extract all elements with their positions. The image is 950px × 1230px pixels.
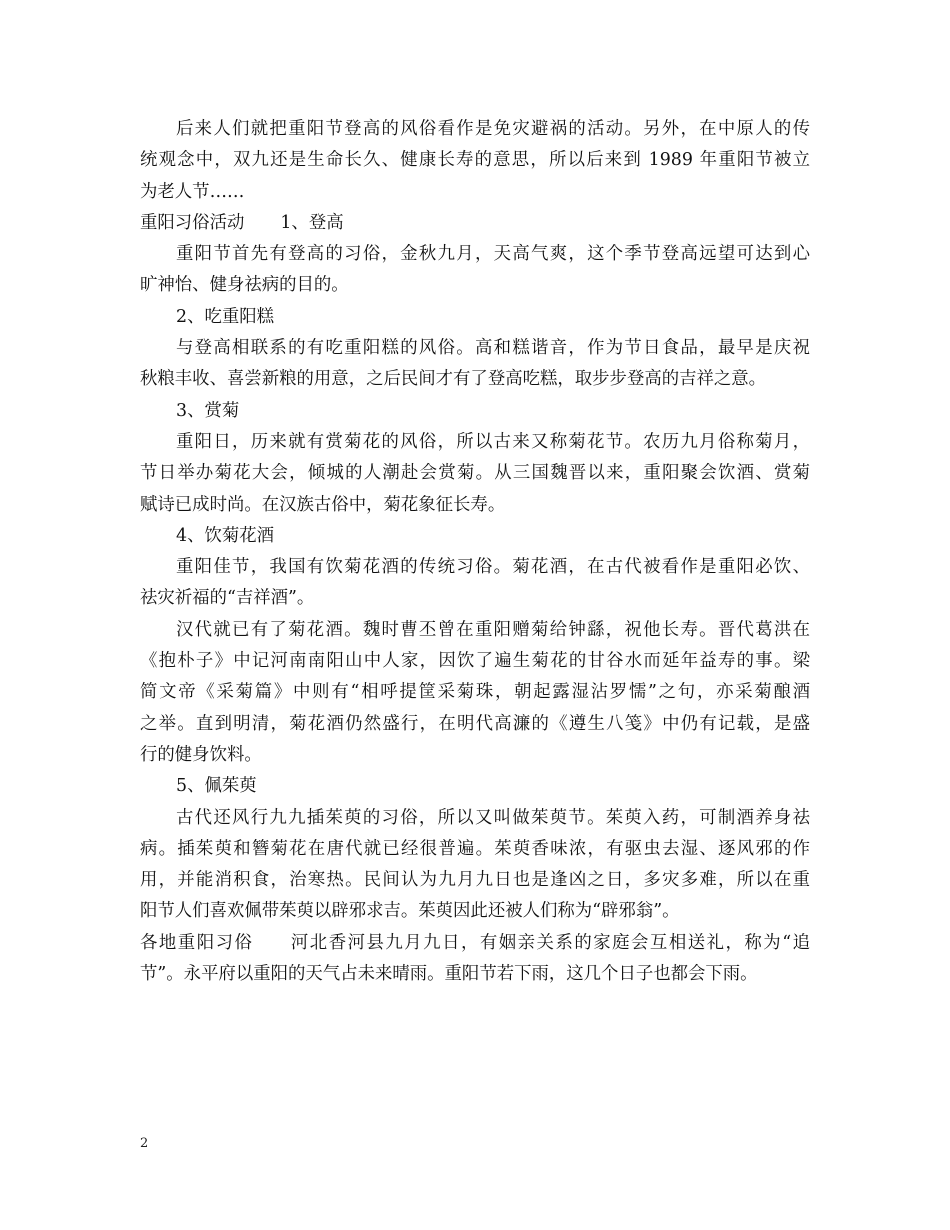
text-line-content: 2、吃重阳糕 (176, 306, 275, 327)
text-line-content: 之举。直到明清，菊花酒仍然盛行，在明代高濂的《遵生八笺》中仍有记载，是盛 (140, 713, 810, 734)
text-line (140, 396, 810, 427)
text-line (140, 177, 810, 208)
text-line (140, 364, 810, 395)
text-line (140, 239, 810, 270)
text-line-content: 行的健身饮料。 (140, 744, 262, 765)
text-line-content: 统观念中，双九还是生命长久、健康长寿的意思，所以后来到 1989 年重阳节被立 (140, 150, 810, 171)
text-line (140, 677, 810, 708)
text-line-content: 秋粮丰收、喜尝新粮的用意，之后民间才有了登高吃糕，取步步登高的吉祥之意。 (140, 369, 767, 390)
text-line-content: 用，并能消积食，治寒热。民间认为九月九日也是逢凶之日，多灾多难，所以在重 (140, 870, 810, 891)
text-line-content: 重阳日，历来就有赏菊花的风俗，所以古来又称菊花节。农历九月俗称菊月， (176, 431, 810, 452)
text-line-content: 阳节人们喜欢佩带茱萸以辟邪求吉。茱萸因此还被人们称为“辟邪翁”。 (140, 901, 680, 922)
text-line-content: 为老人节…… (140, 181, 245, 202)
text-line-content: 各地重阳习俗 (140, 932, 254, 953)
text-line-content: 5、佩茱萸 (176, 776, 257, 797)
text-line-content: 重阳佳节，我国有饮菊花酒的传统习俗。菊花酒，在古代被看作是重阳必饮、 (176, 557, 810, 578)
text-line (140, 333, 810, 364)
text-line-continuation: 1、登高 (280, 212, 344, 233)
text-line (140, 427, 810, 458)
text-line-content: 4、饮菊花酒 (176, 525, 275, 546)
text-line-content: 古代还风行九九插茱萸的习俗，所以又叫做茱萸节。茱萸入药，可制酒养身祛 (176, 807, 810, 828)
text-line-content: 旷神怡、健身祛病的目的。 (140, 275, 349, 296)
text-line (140, 458, 810, 489)
text-line (140, 521, 810, 552)
text-line (140, 803, 810, 834)
text-line (140, 865, 810, 896)
text-line (140, 740, 810, 771)
text-line (140, 270, 810, 301)
text-line-content: 病。插茱萸和簪菊花在唐代就已经很普遍。茱萸香味浓，有驱虫去湿、逐风邪的作 (140, 838, 810, 859)
text-line-content: 节日举办菊花大会，倾城的人潮赴会赏菊。从三国魏晋以来，重阳聚会饮酒、赏菊 (140, 463, 810, 484)
text-line (140, 959, 810, 990)
text-line (140, 552, 810, 583)
text-line-content: 祛灾祈福的“吉祥酒”。 (140, 588, 315, 609)
text-line (140, 834, 810, 865)
page-number: 2 (140, 1136, 149, 1151)
text-line-content: 赋诗已成时尚。在汉族古俗中，菊花象征长寿。 (140, 494, 506, 515)
text-line-content: 汉代就已有了菊花酒。魏时曹丕曾在重阳赠菊给钟繇，祝他长寿。晋代葛洪在 (176, 619, 810, 640)
text-line-content: 《抱朴子》中记河南南阳山中人家，因饮了遍生菊花的甘谷水而延年益寿的事。梁 (140, 651, 810, 672)
text-line-continuation: 河北香河县九月九日，有姻亲关系的家庭会互相送礼，称为“追 (289, 932, 810, 953)
document-body (140, 114, 810, 990)
text-line-content: 简文帝《采菊篇》中则有“相呼提筐采菊珠，朝起露湿沾罗懦”之句，亦采菊酿酒 (140, 682, 810, 703)
text-line (140, 896, 810, 927)
text-line-content: 重阳习俗活动 (140, 212, 245, 233)
text-line-content: 重阳节首先有登高的习俗，金秋九月，天高气爽，这个季节登高远望可达到心 (176, 244, 810, 265)
text-line-content: 后来人们就把重阳节登高的风俗看作是免灾避祸的活动。另外，在中原人的传 (176, 119, 810, 139)
text-line (140, 145, 810, 176)
text-line (140, 490, 810, 521)
text-line (140, 615, 810, 646)
text-line (140, 583, 810, 614)
text-line-content: 节”。永平府以重阳的天气占未来晴雨。重阳节若下雨，这几个日子也都会下雨。 (140, 964, 758, 985)
text-line (140, 302, 810, 333)
text-line (140, 709, 810, 740)
text-line (140, 646, 810, 677)
text-line (140, 928, 810, 959)
text-line (140, 771, 810, 802)
text-line-content: 3、赏菊 (176, 400, 240, 421)
text-line-content: 与登高相联系的有吃重阳糕的风俗。高和糕谐音，作为节日食品，最早是庆祝 (176, 338, 810, 359)
text-line (140, 114, 810, 145)
text-line (140, 208, 810, 239)
